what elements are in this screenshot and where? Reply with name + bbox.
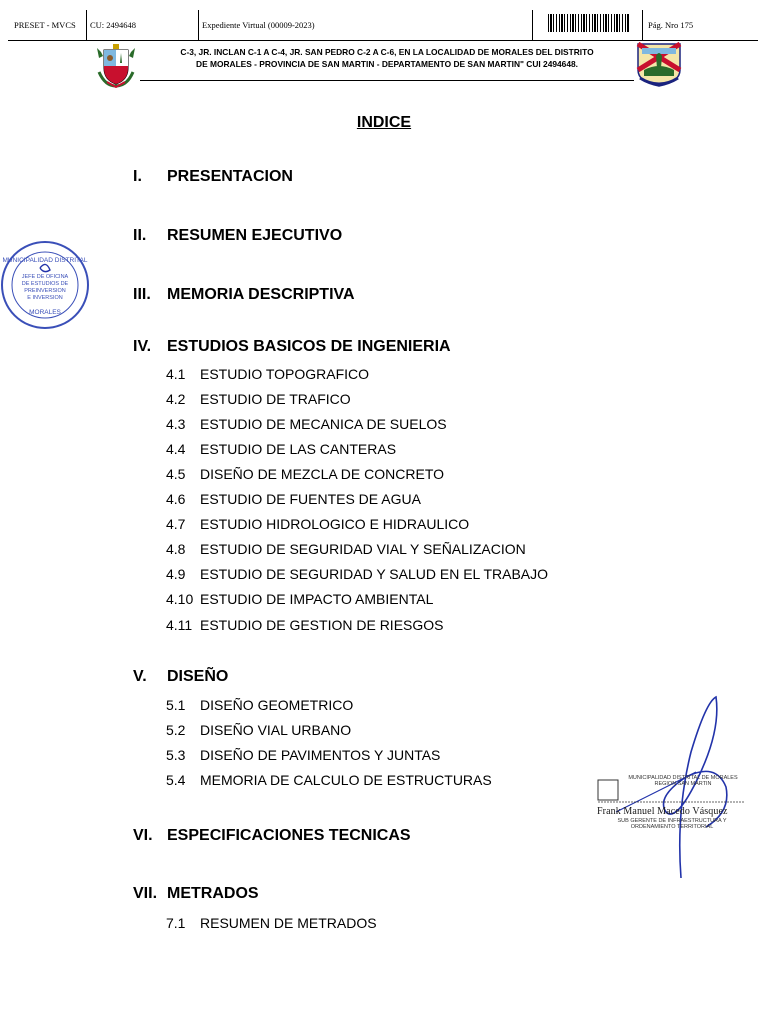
toc-subitem: 4.4 ESTUDIO DE LAS CANTERAS	[166, 441, 397, 457]
signatory-name: Frank Manuel Macedo Vásquez	[597, 806, 728, 817]
section-number: I.	[133, 168, 142, 185]
signatory-role: SUB GERENTE DE INFRAESTRUCTURA Y ORDENAMIENTO TERRITORIAL	[617, 818, 727, 830]
section-label: MEMORIA DESCRIPTIVA	[167, 286, 355, 303]
section-label: ESPECIFICACIONES TECNICAS	[167, 827, 411, 844]
section-label: RESUMEN EJECUTIVO	[167, 227, 343, 244]
toc-subitem: 5.1 DISEÑO GEOMETRICO	[166, 697, 354, 713]
document-header-bar	[8, 10, 758, 41]
toc-subitem: 4.2 ESTUDIO DE TRAFICO	[166, 391, 351, 407]
toc-subitem: 5.4 MEMORIA DE CALCULO DE ESTRUCTURAS	[166, 772, 492, 788]
section-number: VI.	[133, 827, 153, 844]
municipality-logo-icon	[634, 40, 684, 88]
svg-text:E INVERSION: E INVERSION	[27, 295, 63, 301]
section-label: ESTUDIOS BASICOS DE INGENIERIA	[167, 338, 451, 355]
header-divider	[140, 80, 634, 81]
toc-section	[133, 227, 342, 245]
section-number: III.	[133, 286, 151, 303]
toc-subitem: 4.8 ESTUDIO DE SEGURIDAD VIAL Y SEÑALIZACION	[166, 541, 526, 557]
toc-subitem: 5.2 DISEÑO VIAL URBANO	[166, 722, 352, 738]
toc-subitem: 4.10 ESTUDIO DE IMPACTO AMBIENTAL	[166, 591, 434, 607]
svg-text:PREINVERSION: PREINVERSION	[24, 288, 66, 294]
toc-subitem: 4.11 ESTUDIO DE GESTION DE RIESGOS	[166, 617, 444, 633]
page-number: Pág. Nro 175	[648, 20, 694, 30]
toc-section	[133, 827, 411, 845]
toc-subitem: 5.3 DISEÑO DE PAVIMENTOS Y JUNTAS	[166, 747, 441, 763]
official-stamp-icon	[0, 240, 90, 330]
signature-stamp-header: MUNICIPALIDAD DISTRITAL DE MORALES REGION SAN MARTIN	[628, 775, 738, 787]
section-label: PRESENTACION	[167, 168, 293, 185]
toc-subitem: 4.3 ESTUDIO DE MECANICA DE SUELOS	[166, 416, 447, 432]
toc-subitem: 4.6 ESTUDIO DE FUENTES DE AGUA	[166, 491, 421, 507]
svg-text:MORALES: MORALES	[29, 309, 61, 316]
svg-text:DE ESTUDIOS DE: DE ESTUDIOS DE	[21, 281, 69, 287]
toc-subitem: 4.9 ESTUDIO DE SEGURIDAD Y SALUD EN EL TRABAJO	[166, 566, 549, 582]
toc-section	[133, 286, 355, 304]
project-title	[144, 46, 630, 70]
section-number: IV.	[133, 338, 152, 355]
section-label: METRADOS	[167, 885, 259, 902]
page-title: INDICE	[356, 114, 412, 131]
toc-section	[133, 885, 259, 903]
toc-subitem: 4.1 ESTUDIO TOPOGRAFICO	[166, 366, 370, 382]
toc-section	[133, 168, 293, 186]
section-label: DISEÑO	[167, 668, 229, 685]
section-number: VII.	[133, 885, 158, 902]
section-number: V.	[133, 668, 147, 685]
barcode-icon	[548, 14, 630, 32]
peru-coat-of-arms-icon	[95, 42, 137, 88]
toc-section	[133, 338, 451, 356]
toc-section	[133, 668, 228, 686]
project-line-2: DE MORALES - PROVINCIA DE SAN MARTIN - DEPARTAMENTO DE SAN MARTIN" CUI 2494648.	[196, 59, 578, 69]
svg-text:JEFE DE OFICINA: JEFE DE OFICINA	[21, 274, 69, 280]
project-line-1: C-3, JR. INCLAN C-1 A C-4, JR. SAN PEDRO C-2 A C-6, EN LA LOCALIDAD DE MORALES DEL DISTRITO	[180, 47, 594, 57]
cu-label: CU: 2494648	[90, 20, 137, 30]
toc-subitem: 4.7 ESTUDIO HIDROLOGICO E HIDRAULICO	[166, 516, 470, 532]
toc-subitem: 7.1 RESUMEN DE METRADOS	[166, 915, 377, 931]
toc-subitem: 4.5 DISEÑO DE MEZCLA DE CONCRETO	[166, 466, 445, 482]
svg-text:MUNICIPALIDAD DISTRITAL: MUNICIPALIDAD DISTRITAL	[2, 257, 88, 264]
expediente-label: Expediente Virtual (00009-2023)	[202, 20, 315, 30]
section-number: II.	[133, 227, 147, 244]
preset-label: PRESET - MVCS	[14, 20, 76, 30]
